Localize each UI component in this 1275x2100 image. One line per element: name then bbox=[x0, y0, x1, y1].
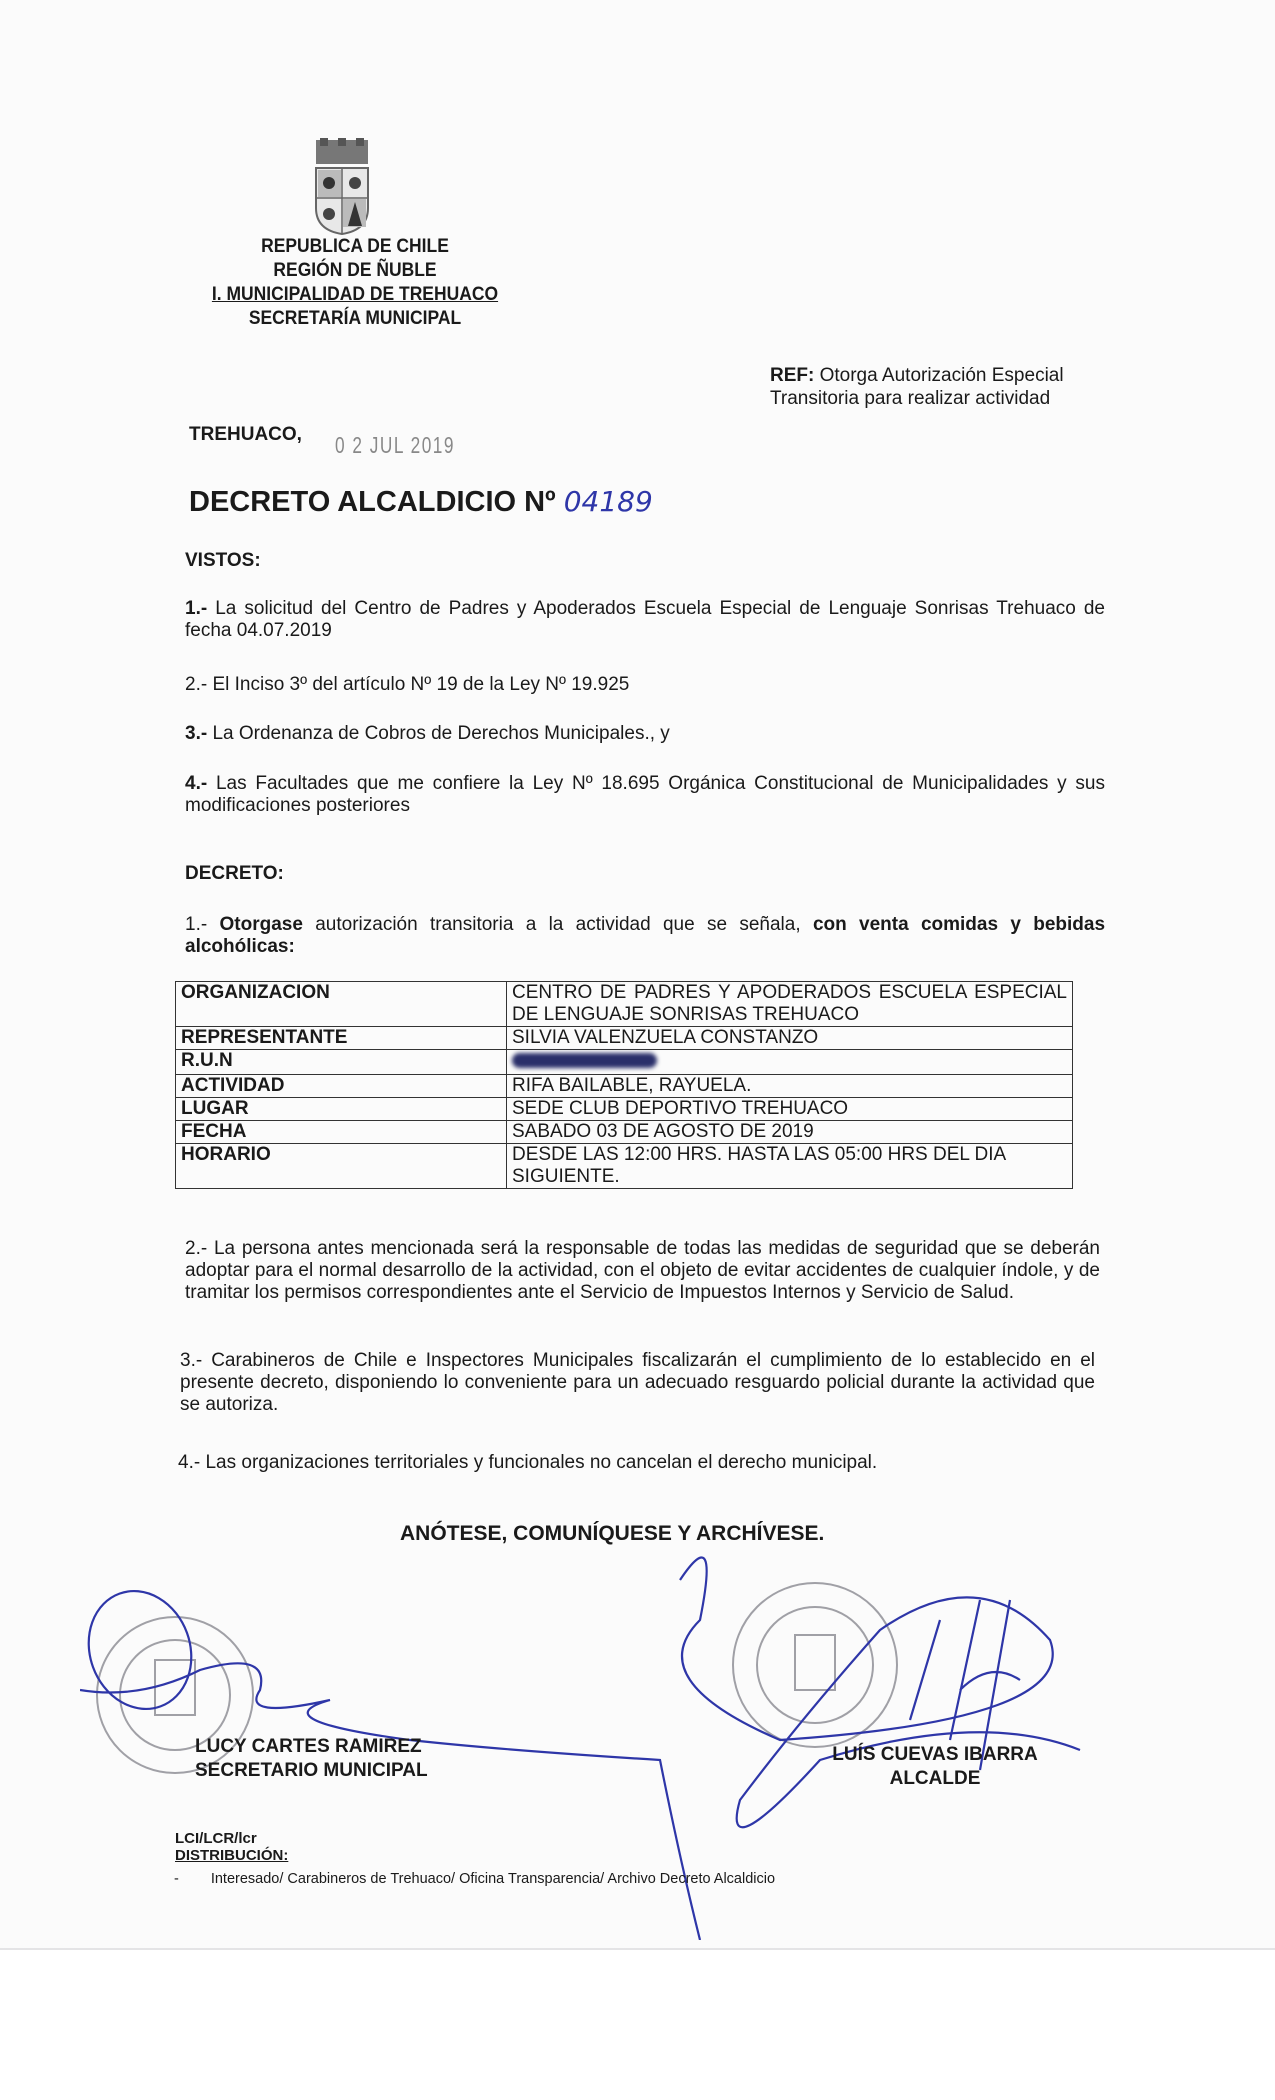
decreto-item: 1.- Otorgase autorización transitoria a la actividad que se señala, con venta comidas y bebidas alcohólicas: bbox=[185, 914, 1106, 957]
signer-secretary bbox=[195, 1735, 465, 1783]
decreto-heading: DECRETO: bbox=[185, 863, 284, 884]
page-title bbox=[189, 485, 653, 519]
decreto-item: 4.- Las organizaciones territoriales y funcionales no cancelan el derecho municipal. bbox=[178, 1452, 878, 1473]
signer-role: SECRETARIO MUNICIPAL bbox=[195, 1760, 428, 1781]
vistos-item: 2.- El Inciso 3º del artículo Nº 19 de la Ley Nº 19.925 bbox=[185, 674, 630, 695]
initials: LCI/LCR/lcr bbox=[175, 1830, 257, 1847]
header-line: REPUBLICA DE CHILE bbox=[261, 236, 449, 257]
table-row: REPRESENTANTE SILVIA VALENZUELA CONSTANZO bbox=[176, 1027, 1073, 1050]
ref-text: Otorga Autorización Especial bbox=[819, 365, 1064, 386]
vistos-heading: VISTOS: bbox=[185, 550, 261, 571]
signer-name: LUCY CARTES RAMIREZ bbox=[195, 1736, 422, 1757]
table-row: ACTIVIDAD RIFA BAILABLE, RAYUELA. bbox=[176, 1075, 1073, 1098]
ref-block bbox=[770, 364, 1064, 410]
decreto-item: 2.- La persona antes mencionada será la responsable de todas las medidas de seguridad que se deberán adoptar para el normal desarrollo de la actividad, con el objeto de evitar accidentes de cualquier índole, y de tramitar los permisos correspondientes ante el Servicio de Impuestos Internos y Servicio de Salud. bbox=[185, 1238, 1100, 1303]
activity-table bbox=[175, 981, 1073, 1189]
decreto-item: 3.- Carabineros de Chile e Inspectores Municipales fiscalizarán el cumplimiento de lo establecido en el presente decreto, disponiendo lo conveniente para un adecuado resguardo policial durante la actividad que se autoriza. bbox=[180, 1350, 1096, 1415]
signer-role: ALCALDE bbox=[889, 1768, 981, 1789]
coat-of-arms-logo bbox=[310, 138, 374, 236]
place: TREHUACO, bbox=[189, 424, 302, 445]
distribution-heading: DISTRIBUCIÓN: bbox=[175, 1847, 289, 1864]
table-row: FECHA SABADO 03 DE AGOSTO DE 2019 bbox=[176, 1121, 1073, 1144]
redacted-run bbox=[512, 1053, 657, 1068]
signer-name: LUÍS CUEVAS IBARRA bbox=[832, 1744, 1038, 1765]
decree-number-handwritten: 04189 bbox=[563, 485, 653, 518]
header-block bbox=[166, 235, 543, 331]
vistos-item: 1.- La solicitud del Centro de Padres y Apoderados Escuela Especial de Lenguaje Sonrisas Trehuaco de fecha 04.07.2019 bbox=[185, 598, 1106, 641]
header-line: I. MUNICIPALIDAD DE TREHUACO bbox=[211, 284, 499, 305]
ref-text: Transitoria para realizar actividad bbox=[770, 388, 1051, 409]
signer-mayor bbox=[815, 1743, 1055, 1791]
distribution-list: - Interesado/ Carabineros de Trehuaco/ Oficina Transparencia/ Archivo Decreto Alcaldicio bbox=[174, 1871, 776, 1887]
table-row: ORGANIZACION CENTRO DE PADRES Y APODERADOS ESCUELA ESPECIAL DE LENGUAJE SONRISAS TREHUACO bbox=[176, 982, 1073, 1027]
table-row: HORARIO DESDE LAS 12:00 HRS. HASTA LAS 05:00 HRS DEL DIA SIGUIENTE. bbox=[176, 1144, 1073, 1189]
header-line: SECRETARÍA MUNICIPAL bbox=[248, 308, 462, 329]
table-row: LUGAR SEDE CLUB DEPORTIVO TREHUACO bbox=[176, 1098, 1073, 1121]
date-stamp: 0 2 JUL 2019 bbox=[335, 432, 455, 458]
closing-formula: ANÓTESE, COMUNÍQUESE Y ARCHÍVESE. bbox=[400, 1522, 825, 1545]
header-line: REGIÓN DE ÑUBLE bbox=[273, 260, 437, 281]
vistos-item: 3.- La Ordenanza de Cobros de Derechos Municipales., y bbox=[185, 723, 670, 744]
ref-label: REF: bbox=[770, 365, 815, 386]
decree-title: DECRETO ALCALDICIO Nº bbox=[189, 486, 556, 518]
table-row: R.U.N bbox=[176, 1050, 1073, 1075]
vistos-item: 4.- Las Facultades que me confiere la Ley Nº 18.695 Orgánica Constitucional de Municipalidades y sus modificaciones posteriores bbox=[185, 773, 1105, 816]
